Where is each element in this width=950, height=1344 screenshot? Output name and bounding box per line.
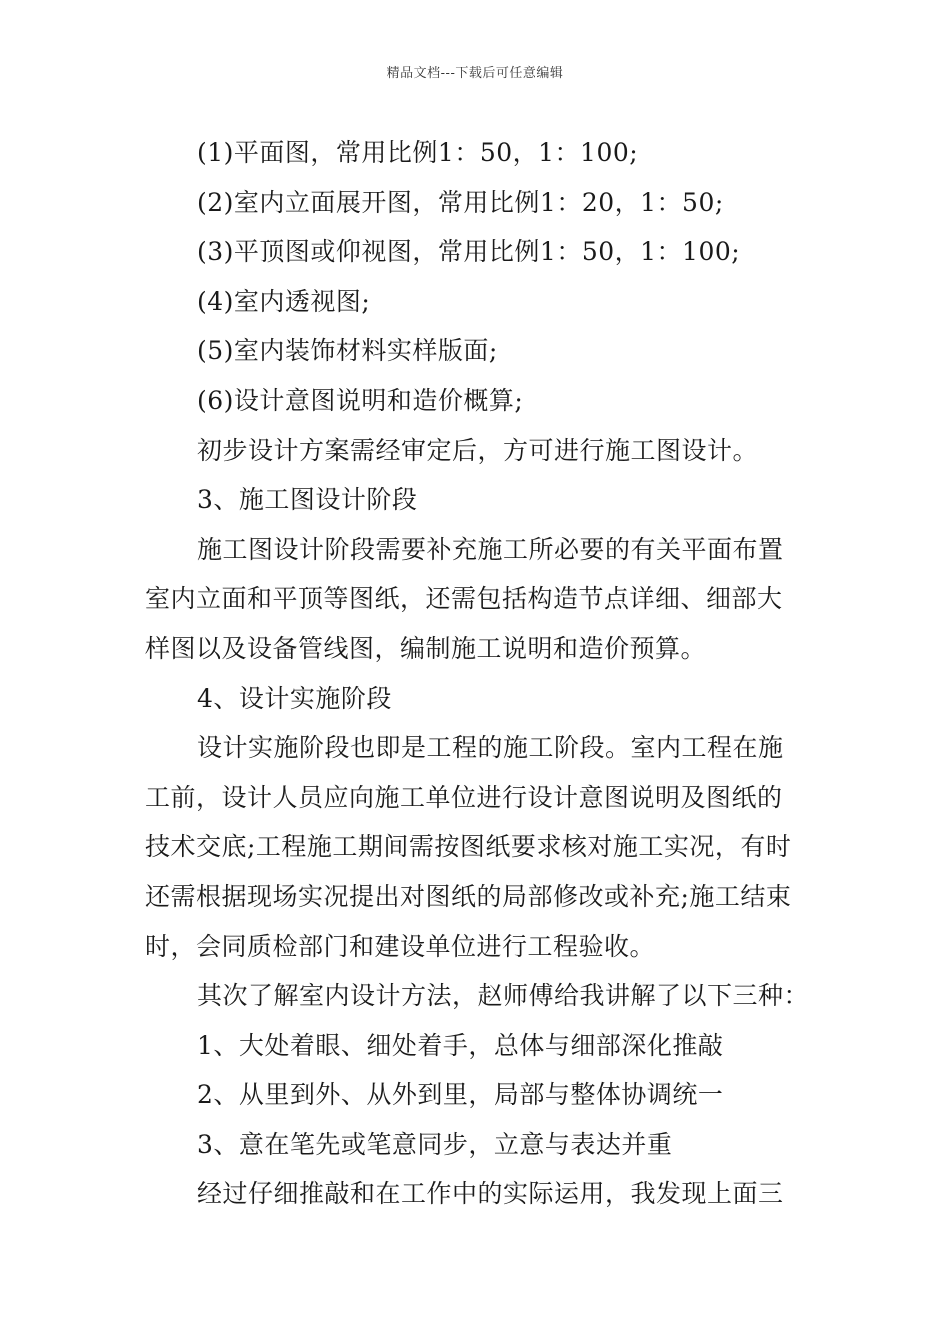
list-item-intent: (6)设计意图说明和造价概算; <box>197 385 524 415</box>
paragraph-line: 样图以及设备管线图，编制施工说明和造价预算。 <box>145 633 707 663</box>
list-item-perspective: (4)室内透视图; <box>197 286 371 316</box>
paragraph-line: 技术交底;工程施工期间需按图纸要求核对施工实况，有时 <box>145 832 792 862</box>
list-item-materials: (5)室内装饰材料实样版面; <box>197 336 498 366</box>
paragraph-line: 室内立面和平顶等图纸，还需包括构造节点详细、细部大 <box>145 584 783 614</box>
document-body <box>145 128 810 1219</box>
page-header: 精品文档---下载后可任意编辑 <box>386 66 564 81</box>
list-item-elevation: (2)室内立面展开图，常用比例1：20，1：50; <box>197 187 724 217</box>
paragraph-approval: 初步设计方案需经审定后，方可进行施工图设计。 <box>197 435 759 465</box>
section-heading-construction-drawings: 3、施工图设计阶段 <box>197 485 418 515</box>
list-item-ceiling: (3)平顶图或仰视图，常用比例1：50，1：100; <box>197 237 741 267</box>
list-item-plan: (1)平面图，常用比例1：50，1：100; <box>197 138 639 167</box>
paragraph-line: 还需根据现场实况提出对图纸的局部修改或补充;施工结束 <box>145 881 792 911</box>
method-item: 1、大处着眼、细处着手，总体与细部深化推敲 <box>197 1030 724 1060</box>
paragraph-construction-drawings <box>145 525 810 674</box>
paragraph-implementation <box>145 723 810 971</box>
paragraph-methods-intro: 其次了解室内设计方法，赵师傅给我讲解了以下三种： <box>197 981 810 1011</box>
paragraph-line: 设计实施阶段也即是工程的施工阶段。室内工程在施 <box>197 733 784 763</box>
paragraph-closing: 经过仔细推敲和在工作中的实际运用，我发现上面三 <box>197 1179 784 1209</box>
method-item: 3、意在笔先或笔意同步，立意与表达并重 <box>197 1129 673 1159</box>
paragraph-line: 工前，设计人员应向施工单位进行设计意图说明及图纸的 <box>145 782 783 812</box>
method-item: 2、从里到外、从外到里，局部与整体协调统一 <box>197 1080 724 1110</box>
paragraph-line: 时，会同质检部门和建设单位进行工程验收。 <box>145 931 656 961</box>
section-heading-implementation: 4、设计实施阶段 <box>197 683 392 713</box>
paragraph-line: 施工图设计阶段需要补充施工所必要的有关平面布置 <box>197 534 784 564</box>
